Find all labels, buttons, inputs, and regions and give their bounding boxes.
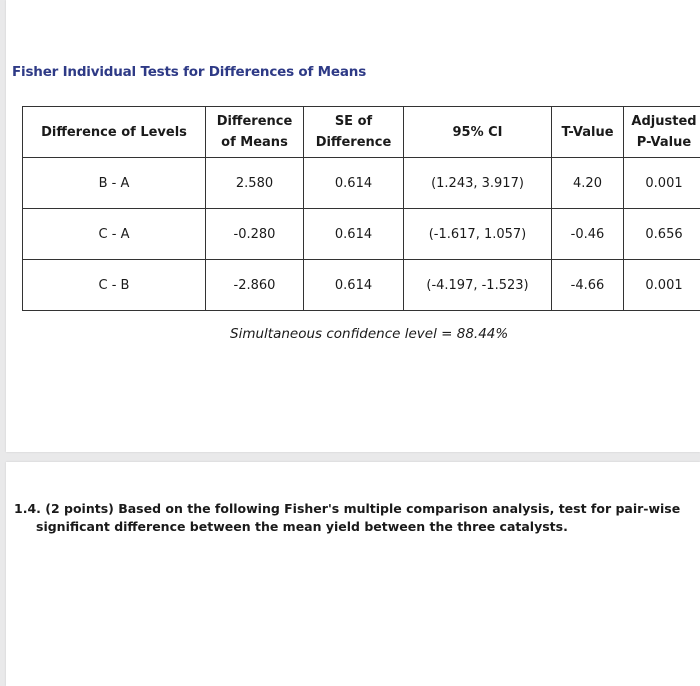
fisher-results-table [22,106,700,311]
question-line-2: significant difference between the mean yield between the three catalysts. [36,519,568,534]
cell-diff: 2.580 [206,158,304,209]
header-95-ci: 95% CI [404,107,552,158]
cell-se: 0.614 [304,209,404,260]
section-title: Fisher Individual Tests for Differences of Means [12,64,367,80]
header-difference-of-means: Difference of Means [206,107,304,158]
header-difference-of-levels: Difference of Levels [23,107,206,158]
table-header-row [23,107,700,158]
cell-ci: (-1.617, 1.057) [404,209,552,260]
header-se-of-difference: SE of Difference [304,107,404,158]
cell-levels: C - B [23,260,206,311]
header-t-value: T-Value [552,107,624,158]
cell-diff: -0.280 [206,209,304,260]
cell-diff: -2.860 [206,260,304,311]
cell-se: 0.614 [304,260,404,311]
cell-t: 4.20 [552,158,624,209]
cell-t: -0.46 [552,209,624,260]
header-adjusted-p-value: Adjusted P-Value [624,107,700,158]
cell-ci: (1.243, 3.917) [404,158,552,209]
question-panel [6,462,700,686]
cell-p: 0.001 [624,158,700,209]
cell-levels: B - A [23,158,206,209]
question-line-1: 1.4. (2 points) Based on the following Fisher's multiple comparison analysis, test for pair-wise [14,501,681,516]
cell-p: 0.001 [624,260,700,311]
cell-t: -4.66 [552,260,624,311]
table-row [23,260,700,311]
question-text [14,500,694,536]
table-row [23,209,700,260]
cell-ci: (-4.197, -1.523) [404,260,552,311]
cell-levels: C - A [23,209,206,260]
cell-p: 0.656 [624,209,700,260]
table-row [23,158,700,209]
cell-se: 0.614 [304,158,404,209]
simultaneous-confidence-level: Simultaneous confidence level = 88.44% [230,326,509,342]
